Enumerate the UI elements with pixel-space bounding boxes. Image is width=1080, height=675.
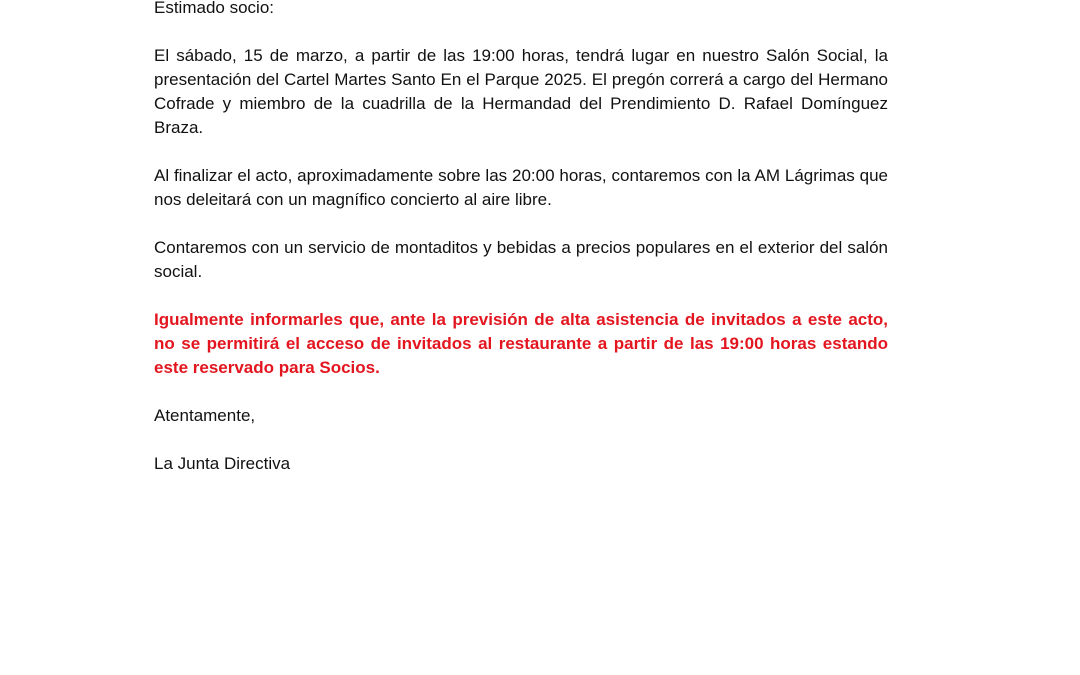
closing: Atentamente,	[154, 406, 256, 425]
paragraph-catering: Contaremos con un servicio de montaditos y bebidas a precios populares en el exterior del salón social.	[154, 238, 888, 281]
signature: La Junta Directiva	[154, 454, 291, 473]
paragraph-concert: Al finalizar el acto, aproximadamente sobre las 20:00 horas, contaremos con la AM Lágrimas que nos deleitará con un magnífico concierto al aire libre.	[154, 166, 888, 209]
letter-body	[154, 0, 888, 500]
notice-paragraph: Igualmente informarles que, ante la previsión de alta asistencia de invitados a este acto, no se permitirá el acceso de invitados al restaurante a partir de las 19:00 horas estando este reservado para Socios.	[154, 310, 888, 377]
salutation: Estimado socio:	[154, 0, 274, 17]
paragraph-event-announcement: El sábado, 15 de marzo, a partir de las 19:00 horas, tendrá lugar en nuestro Salón Social, la presentación del Cartel Martes Santo En el Parque 2025. El pregón correrá a cargo del Hermano Cofrade y miembro de la cuadrilla de la Hermandad del Prendimiento D. Rafael Domínguez Braza.	[154, 46, 888, 137]
